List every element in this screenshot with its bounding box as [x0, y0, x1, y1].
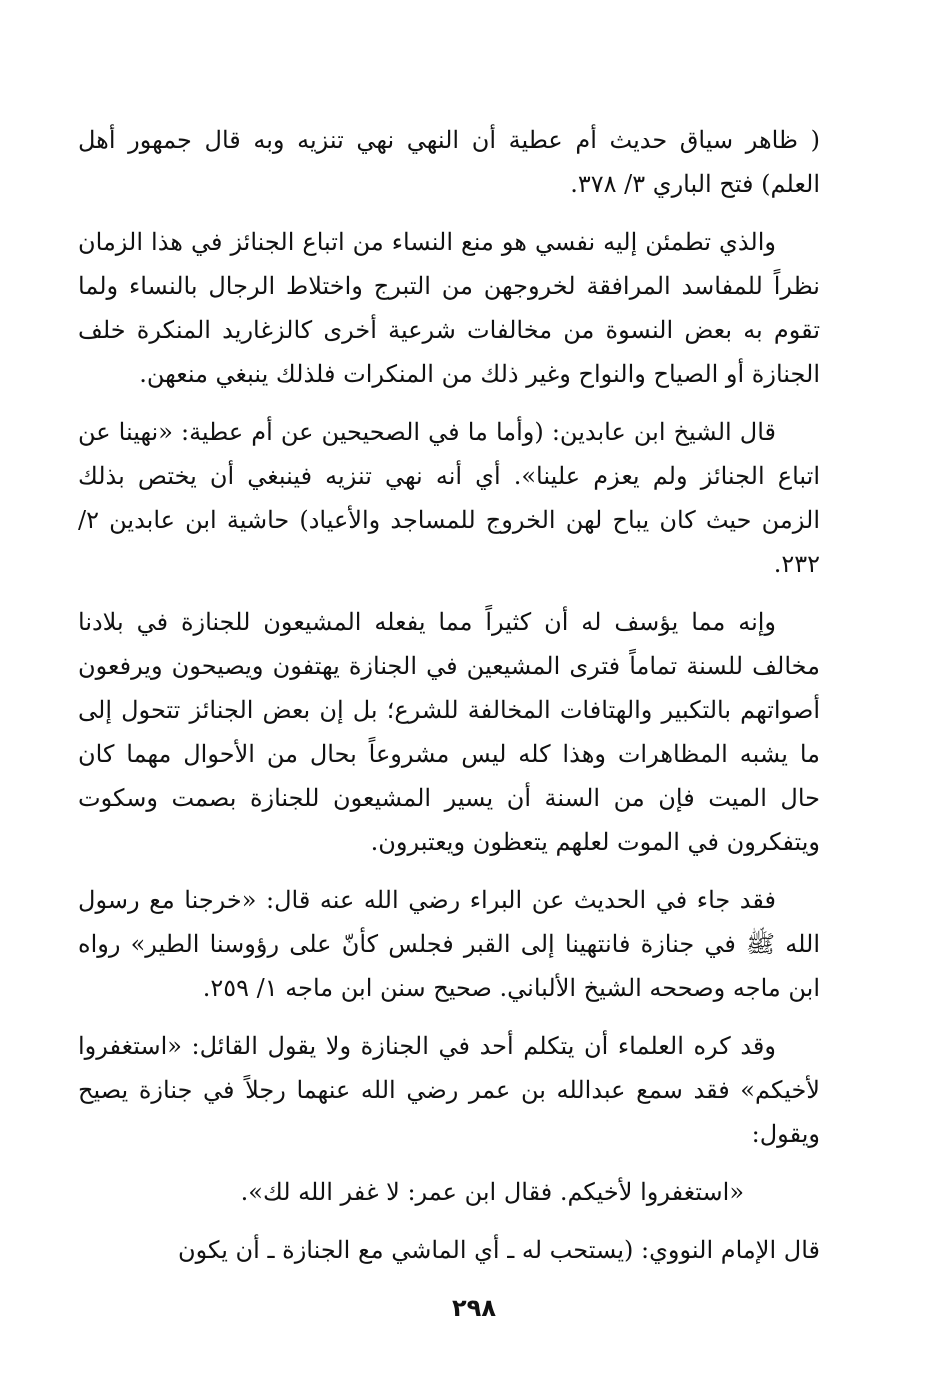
- page-number: ٢٩٨: [452, 1294, 496, 1322]
- paragraph-fath-albari: ( ظاهر سياق حديث أم عطية أن النهي نهي تنزيه وبه قال جمهور أهل العلم) فتح الباري ٣/ ٣٧٨.: [78, 126, 820, 198]
- paragraph-scholars-dislike: وقد كره العلماء أن يتكلم أحد في الجنازة ولا يقول القائل: «استغفروا لأخيكم» فقد سمع عبدالله بن عمر رضي الله عنهما رجلاً في جنازة يصيح ويقول:: [78, 1032, 820, 1148]
- paragraph-bara-hadith: فقد جاء في الحديث عن البراء رضي الله عنه قال: «خرجنا مع رسول الله ﷺ في جنازة فانتهينا إلى القبر فجلس كأنّ على رؤوسنا الطير» رواه ابن ماجه وصححه الشيخ الألباني. صحيح سنن ابن ماجه ١/ ٢٥٩.: [78, 886, 820, 1002]
- paragraph-funeral-practices: وإنه مما يؤسف له أن كثيراً مما يفعله المشيعون للجنازة في بلادنا مخالف للسنة تماماً فترى المشيعين في الجنازة يهتفون ويصيحون ويرفعون أصواتهم بالتكبير والهتافات المخالفة للشرع؛ بل إن بعض الجنائز تتحول إلى ما يشبه المظاهرات وهذا كله ليس مشروعاً بحال من الأحوال مهما كان حال الميت فإن من السنة أن يسير المشيعون للجنازة بصمت وسكوت ويتفكرون في الموت لعلهم يتعظون ويعتبرون.: [78, 608, 820, 856]
- paragraph-spacer: [78, 586, 820, 600]
- paragraph-nawawi: قال الإمام النووي: (يستحب له ـ أي الماشي مع الجنازة ـ أن يكون: [177, 1236, 820, 1264]
- paragraph-spacer: [78, 396, 820, 410]
- quote-ibn-umar: «استغفروا لأخيكم. فقال ابن عمر: لا غفر الله لك».: [240, 1178, 744, 1206]
- paragraph-spacer: [78, 206, 820, 220]
- paragraph-ibn-abidin: قال الشيخ ابن عابدين: (وأما ما في الصحيحين عن أم عطية: «نهينا عن اتباع الجنائز ولم يعزم علينا». أي أنه نهي تنزيه فينبغي أن يختص بذلك الزمن حيث كان يباح لهن الخروج للمساجد والأعياد) حاشية ابن عابدين ٢/ ٢٣٢.: [78, 418, 820, 578]
- paragraph-spacer: [78, 1010, 820, 1024]
- paragraph-spacer: [78, 864, 820, 878]
- page-body: [78, 118, 820, 1378]
- paragraph-women-following-funerals: والذي تطمئن إليه نفسي هو منع النساء من اتباع الجنائز في هذا الزمان نظراً للمفاسد المرافقة لخروجهن من التبرج واختلاط الرجال بالنساء ولما تقوم به بعض النسوة من مخالفات شرعية أخرى كالزغاريد المنكرة خلف الجنازة أو الصياح والنواح وغير ذلك من المنكرات فلذلك ينبغي منعهن.: [78, 228, 820, 388]
- paragraph-spacer: [78, 1156, 820, 1170]
- paragraph-spacer: [78, 1214, 820, 1228]
